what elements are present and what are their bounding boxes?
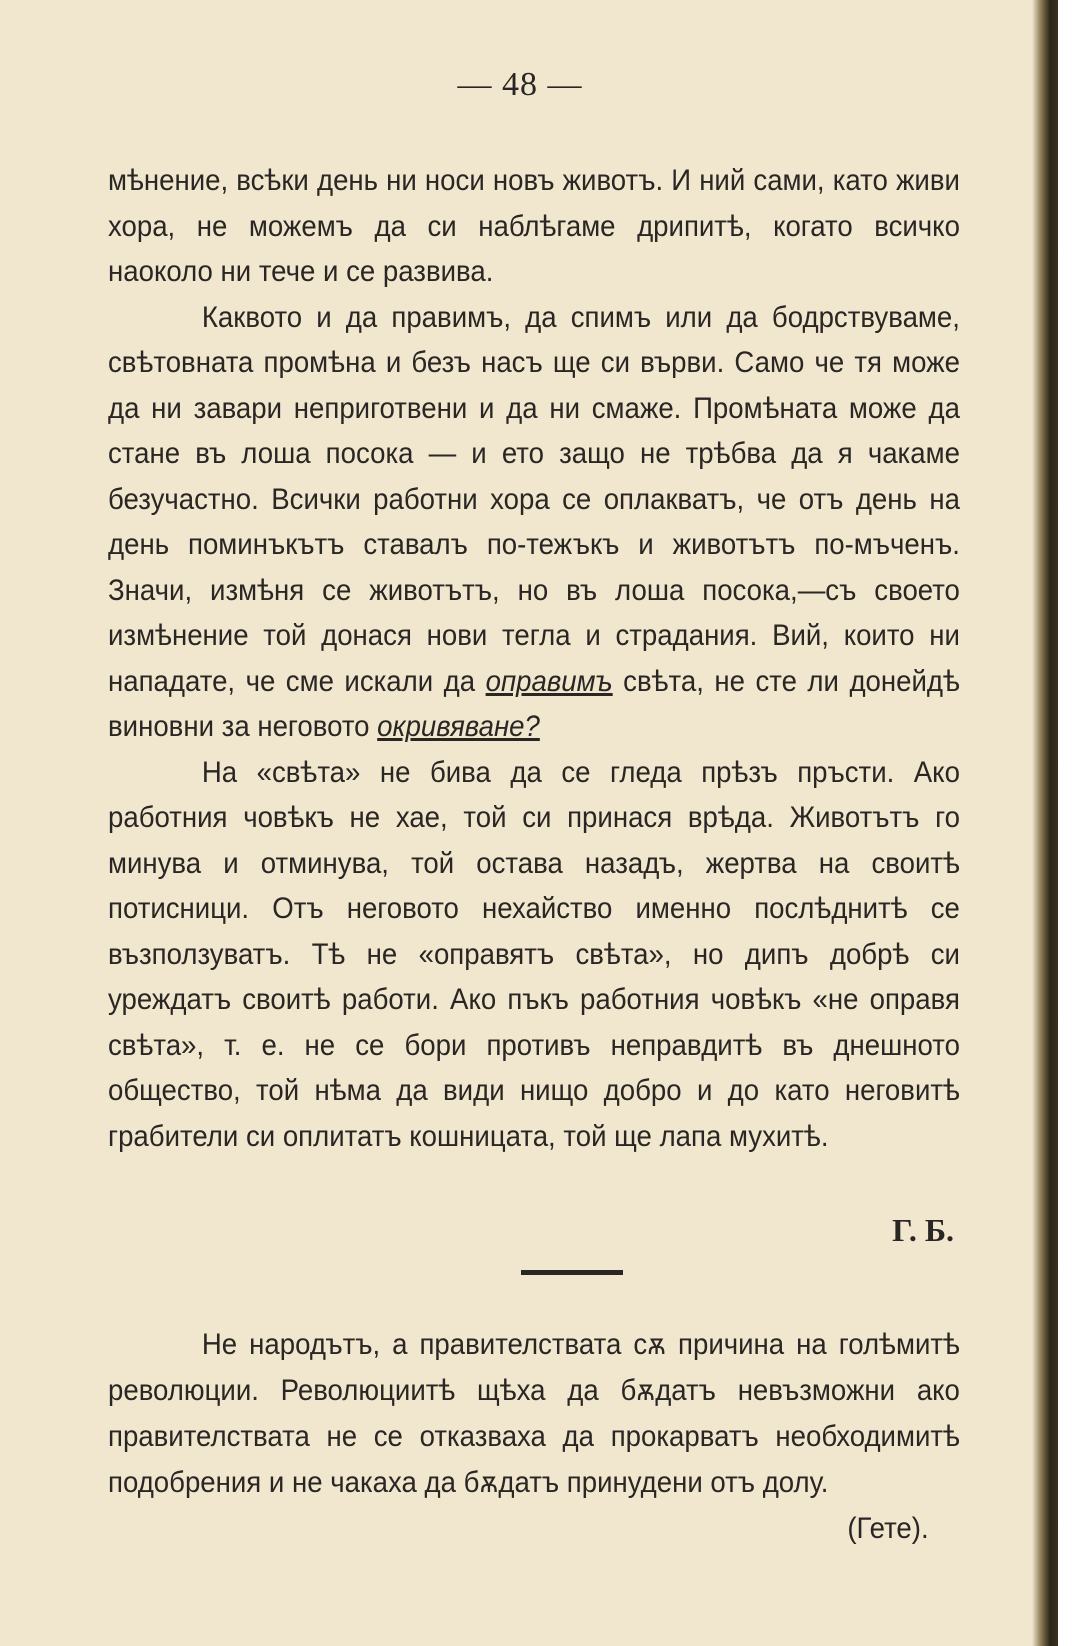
paragraph bbox=[108, 295, 960, 750]
paragraph: мѣнение, всѣки день ни носи новъ животъ. И ний сами, като живи хора, не можемъ да си наблѣгаме дрипитѣ, когато всичко наоколо ни тече и се развива. bbox=[108, 164, 960, 288]
emphasized-word: оправимъ bbox=[485, 664, 613, 698]
emphasized-word: окривяване? bbox=[377, 710, 540, 743]
quote-paragraph bbox=[108, 1322, 960, 1545]
quote-author: (Гете). bbox=[847, 1512, 929, 1545]
quote-text: Не народътъ, а правителствата сѫ причина на голѣмитѣ революции. Революциитѣ щѣха да бѫдатъ невъзможни ако правителствата не се отказваха да прокарватъ необходимитѣ подобрения и не чакаха да бѫдатъ принудени отъ долу. bbox=[108, 1328, 960, 1499]
paragraph-text: Каквото и да правимъ, да спимъ или да бодрствуваме, свѣтовната промѣна и безъ насъ ще си върви. Само че тя може да ни завари неприготвени и да ни смаже. Промѣната може да стане въ лоша посока — и ето защо не трѣбва да я чакаме безучастно. Всички работни хора се оплакватъ, че отъ день на день поминъкътъ ставалъ по-тежъкъ и животътъ по-мъченъ. Значи, измѣня се животътъ, но въ лоша посока,—съ своето измѣнение той донася нови тегла и страдания. Вий, които ни нападате, че сме искали да bbox=[108, 300, 960, 698]
page-edge bbox=[1032, 0, 1058, 1646]
paragraph-text: свѣта, не сте ли донейдѣ виновни за неговото bbox=[108, 664, 960, 743]
section-divider bbox=[521, 1270, 623, 1275]
paragraph: На «свѣта» не бива да се гледа прѣзъ пръсти. Ако работния човѣкъ не хае, той си принася врѣда. Животътъ го минува и отминува, той остава назадъ, жертва на своитѣ потисници. Отъ неговото нехайство именно послѣднитѣ се възползуватъ. Тѣ не «оправятъ свѣта», но дипъ добрѣ си уреждатъ своитѣ работи. Ако пъкъ работния човѣкъ «не оправя свѣта», т. е. не се бори противъ неправдитѣ въ днешното общество, той нѣма да види нищо добро и до като неговитѣ грабители си оплитатъ кошницата, той ще лапа мухитѣ. bbox=[108, 755, 960, 1153]
quote-block bbox=[108, 1322, 960, 1552]
page-number: — 48 — bbox=[457, 66, 583, 103]
author-signature: Г. Б. bbox=[892, 1212, 954, 1248]
article-body bbox=[108, 158, 960, 1159]
